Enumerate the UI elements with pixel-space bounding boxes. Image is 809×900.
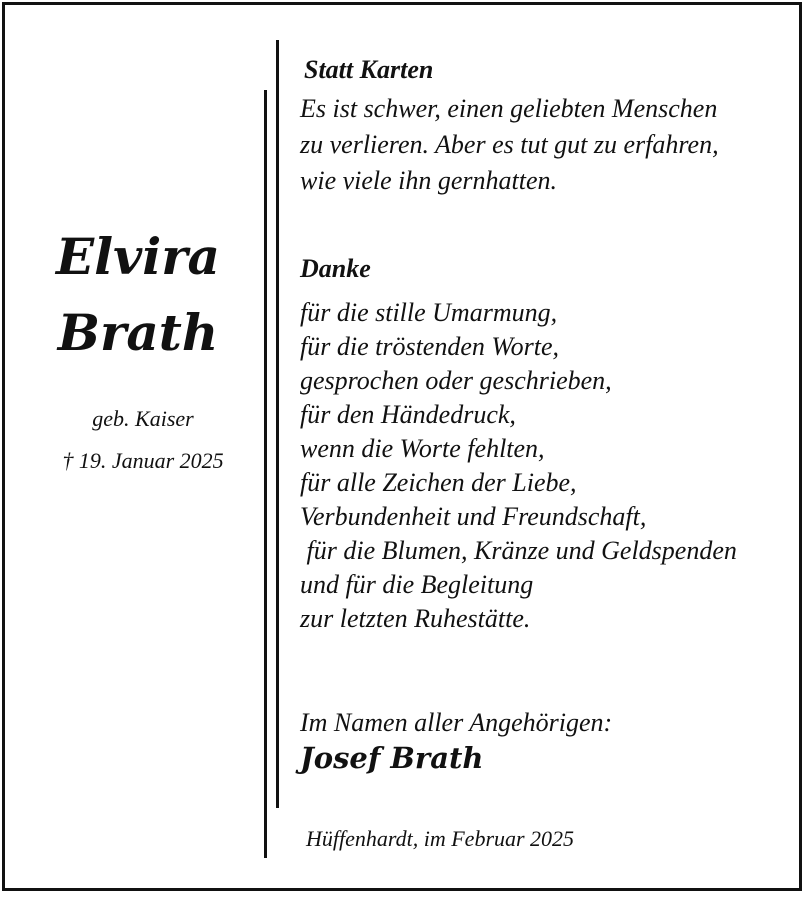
thanks-heading: Danke (300, 254, 371, 283)
intro-line: Es ist schwer, einen geliebten Menschen (300, 94, 718, 123)
thanks-line: für den Händedruck, (300, 400, 516, 429)
intro-line: wie viele ihn gernhatten. (300, 166, 558, 195)
death-date: † 19. Januar 2025 (62, 448, 224, 473)
thanks-text (300, 296, 737, 636)
intro-text (300, 91, 719, 199)
closing-text: Im Namen aller Angehörigen: (300, 708, 613, 737)
intro-line: zu verlieren. Aber es tut gut zu erfahren, (300, 130, 719, 159)
divider-line-left (264, 90, 267, 858)
signer-name: Josef Brath (300, 741, 484, 775)
thanks-line: für die tröstenden Worte, (300, 332, 560, 361)
thanks-line: für die Blumen, Kränze und Geldspenden (300, 536, 737, 565)
thanks-line: zur letzten Ruhestätte. (300, 604, 531, 633)
thanks-line: wenn die Worte fehlten, (300, 434, 545, 463)
thanks-line: Verbundenheit und Freundschaft, (300, 502, 647, 531)
divider-line-right (276, 40, 279, 808)
place-date: Hüffenhardt, im Februar 2025 (306, 826, 575, 851)
deceased-first-name: Elvira (56, 227, 220, 286)
birth-name: geb. Kaiser (92, 406, 194, 431)
thanks-line: gesprochen oder geschrieben, (300, 366, 612, 395)
thanks-line: und für die Begleitung (300, 570, 534, 599)
thanks-line: für die stille Umarmung, (300, 298, 558, 327)
deceased-last-name: Brath (57, 303, 219, 362)
thanks-line: für alle Zeichen der Liebe, (300, 468, 577, 497)
intro-heading: Statt Karten (304, 55, 434, 84)
